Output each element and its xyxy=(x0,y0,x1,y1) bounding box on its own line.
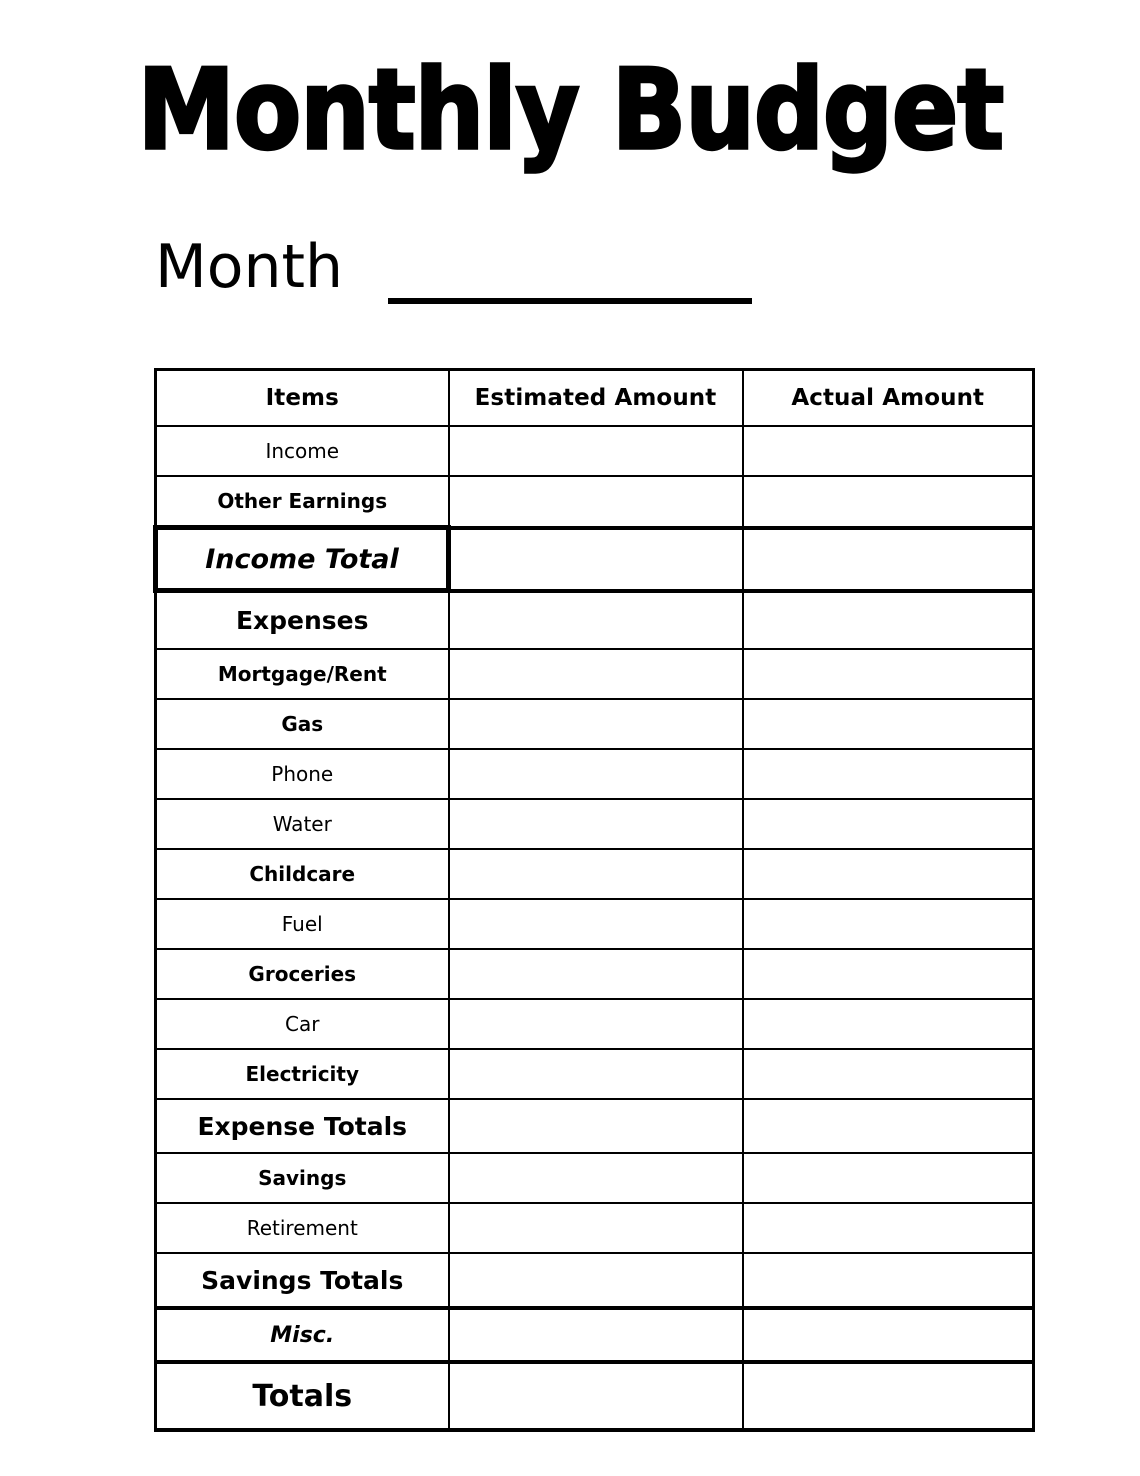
row-label-misc: Misc. xyxy=(156,1308,449,1362)
actual-amount-cell-phone[interactable] xyxy=(743,749,1034,799)
estimated-amount-cell-gas[interactable] xyxy=(449,699,743,749)
column-header-items: Items xyxy=(156,370,449,427)
table-header-row xyxy=(156,370,1034,427)
table-row xyxy=(156,999,1034,1049)
month-field-row xyxy=(155,232,1055,312)
table-row xyxy=(156,1153,1034,1203)
table-row xyxy=(156,1049,1034,1099)
estimated-amount-cell-other-earnings[interactable] xyxy=(449,476,743,528)
estimated-amount-cell-water[interactable] xyxy=(449,799,743,849)
table-row xyxy=(156,1099,1034,1153)
table-row xyxy=(156,799,1034,849)
estimated-amount-cell-groceries[interactable] xyxy=(449,949,743,999)
actual-amount-cell-childcare[interactable] xyxy=(743,849,1034,899)
estimated-amount-cell-totals[interactable] xyxy=(449,1362,743,1430)
actual-amount-cell-water[interactable] xyxy=(743,799,1034,849)
row-label-expense-totals: Expense Totals xyxy=(156,1099,449,1153)
table-row xyxy=(156,649,1034,699)
row-label-other-earnings: Other Earnings xyxy=(156,476,449,528)
row-label-savings: Savings xyxy=(156,1153,449,1203)
estimated-amount-cell-car[interactable] xyxy=(449,999,743,1049)
actual-amount-cell-income[interactable] xyxy=(743,426,1034,476)
row-label-income: Income xyxy=(156,426,449,476)
actual-amount-cell-fuel[interactable] xyxy=(743,899,1034,949)
actual-amount-cell-totals[interactable] xyxy=(743,1362,1034,1430)
month-label: Month xyxy=(155,232,344,302)
actual-amount-cell-gas[interactable] xyxy=(743,699,1034,749)
actual-amount-cell-income-total[interactable] xyxy=(743,528,1034,591)
table-row xyxy=(156,849,1034,899)
table-row xyxy=(156,699,1034,749)
row-label-savings-totals: Savings Totals xyxy=(156,1253,449,1308)
row-label-totals: Totals xyxy=(156,1362,449,1430)
actual-amount-cell-electricity[interactable] xyxy=(743,1049,1034,1099)
estimated-amount-cell-retirement[interactable] xyxy=(449,1203,743,1253)
row-label-retirement: Retirement xyxy=(156,1203,449,1253)
table-row xyxy=(156,1308,1034,1362)
estimated-amount-cell-electricity[interactable] xyxy=(449,1049,743,1099)
month-blank-line[interactable] xyxy=(388,298,752,304)
row-label-childcare: Childcare xyxy=(156,849,449,899)
row-label-expenses: Expenses xyxy=(156,591,449,650)
table-row xyxy=(156,899,1034,949)
actual-amount-cell-groceries[interactable] xyxy=(743,949,1034,999)
estimated-amount-cell-childcare[interactable] xyxy=(449,849,743,899)
actual-amount-cell-expense-totals[interactable] xyxy=(743,1099,1034,1153)
actual-amount-cell-savings-totals[interactable] xyxy=(743,1253,1034,1308)
actual-amount-cell-mortgage-rent[interactable] xyxy=(743,649,1034,699)
estimated-amount-cell-mortgage-rent[interactable] xyxy=(449,649,743,699)
estimated-amount-cell-income-total[interactable] xyxy=(449,528,743,591)
actual-amount-cell-savings[interactable] xyxy=(743,1153,1034,1203)
table-row xyxy=(156,1253,1034,1308)
actual-amount-cell-misc[interactable] xyxy=(743,1308,1034,1362)
actual-amount-cell-retirement[interactable] xyxy=(743,1203,1034,1253)
actual-amount-cell-expenses[interactable] xyxy=(743,591,1034,650)
table-row xyxy=(156,949,1034,999)
page-title-container xyxy=(0,45,1140,175)
table-row xyxy=(156,476,1034,528)
estimated-amount-cell-expenses[interactable] xyxy=(449,591,743,650)
row-label-gas: Gas xyxy=(156,699,449,749)
row-label-electricity: Electricity xyxy=(156,1049,449,1099)
table-row xyxy=(156,591,1034,650)
row-label-groceries: Groceries xyxy=(156,949,449,999)
table-row xyxy=(156,749,1034,799)
table-row xyxy=(156,426,1034,476)
actual-amount-cell-other-earnings[interactable] xyxy=(743,476,1034,528)
row-label-car: Car xyxy=(156,999,449,1049)
estimated-amount-cell-savings[interactable] xyxy=(449,1153,743,1203)
table-row xyxy=(156,1203,1034,1253)
row-label-water: Water xyxy=(156,799,449,849)
table-row xyxy=(156,1362,1034,1430)
estimated-amount-cell-expense-totals[interactable] xyxy=(449,1099,743,1153)
actual-amount-cell-car[interactable] xyxy=(743,999,1034,1049)
budget-table-body xyxy=(156,370,1034,1431)
row-label-phone: Phone xyxy=(156,749,449,799)
estimated-amount-cell-fuel[interactable] xyxy=(449,899,743,949)
column-header-estimated-amount: Estimated Amount xyxy=(449,370,743,427)
row-label-mortgage-rent: Mortgage/Rent xyxy=(156,649,449,699)
row-label-income-total: Income Total xyxy=(156,528,449,591)
column-header-actual-amount: Actual Amount xyxy=(743,370,1034,427)
estimated-amount-cell-misc[interactable] xyxy=(449,1308,743,1362)
estimated-amount-cell-income[interactable] xyxy=(449,426,743,476)
budget-table xyxy=(153,368,1035,1432)
estimated-amount-cell-savings-totals[interactable] xyxy=(449,1253,743,1308)
page-title: Monthly Budget xyxy=(137,45,1003,175)
row-label-fuel: Fuel xyxy=(156,899,449,949)
estimated-amount-cell-phone[interactable] xyxy=(449,749,743,799)
table-row xyxy=(156,528,1034,591)
